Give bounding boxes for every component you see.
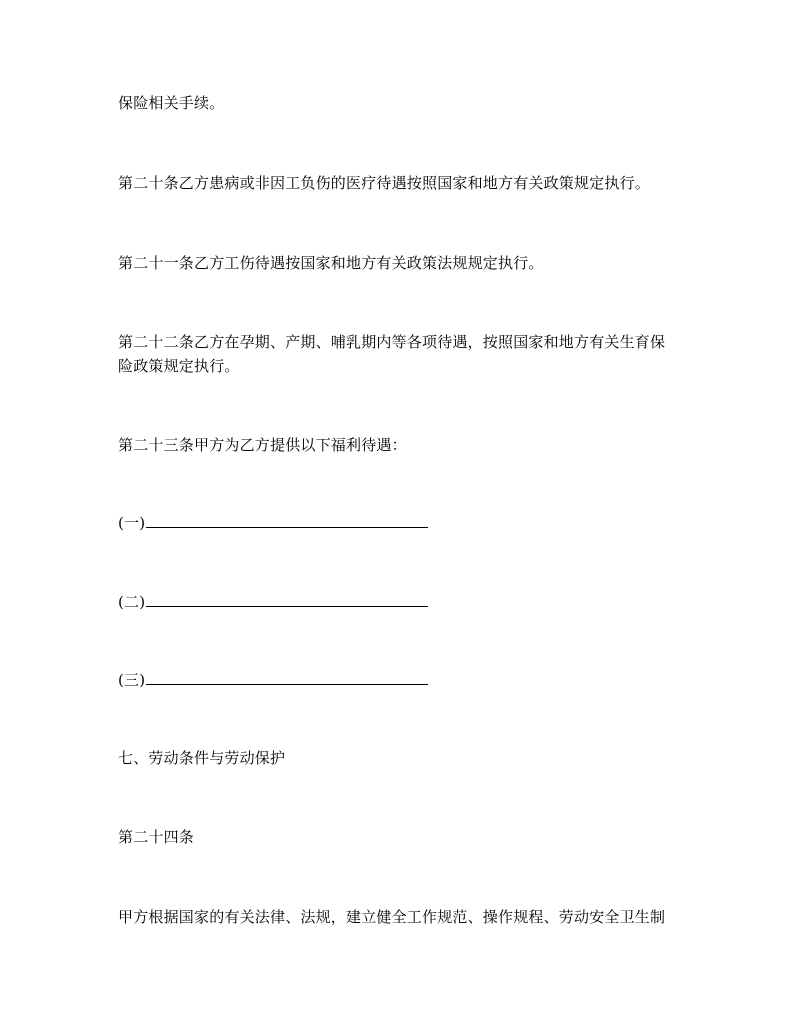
article-24-heading: 第二十四条 (118, 828, 195, 846)
benefit-item-2-label: (二) (118, 593, 146, 611)
benefit-item-3-blank (146, 669, 428, 685)
article-20: 第二十条乙方患病或非因工负伤的医疗待遇按照国家和地方有关政策规定执行。 (118, 174, 651, 192)
article-22-line-1: 第二十二条乙方在孕期、产期、哺乳期内等各项待遇，按照国家和地方有关生育保 (118, 333, 666, 351)
benefit-item-1 (118, 512, 428, 534)
article-22-line-2: 险政策规定执行。 (118, 357, 240, 375)
benefit-item-1-blank (146, 512, 428, 528)
benefit-item-2 (118, 591, 428, 613)
article-21: 第二十一条乙方工伤待遇按国家和地方有关政策法规规定执行。 (118, 254, 544, 272)
article-24-text: 甲方根据国家的有关法律、法规，建立健全工作规范、操作规程、劳动安全卫生制 (118, 908, 666, 926)
benefit-item-2-blank (146, 591, 428, 607)
benefit-item-1-label: (一) (118, 514, 146, 532)
section-heading-7: 七、劳动条件与劳动保护 (118, 749, 286, 767)
paragraph-line: 保险相关手续。 (118, 94, 225, 112)
benefit-item-3-label: (三) (118, 671, 146, 689)
article-23: 第二十三条甲方为乙方提供以下福利待遇： (118, 436, 407, 454)
benefit-item-3 (118, 669, 428, 691)
